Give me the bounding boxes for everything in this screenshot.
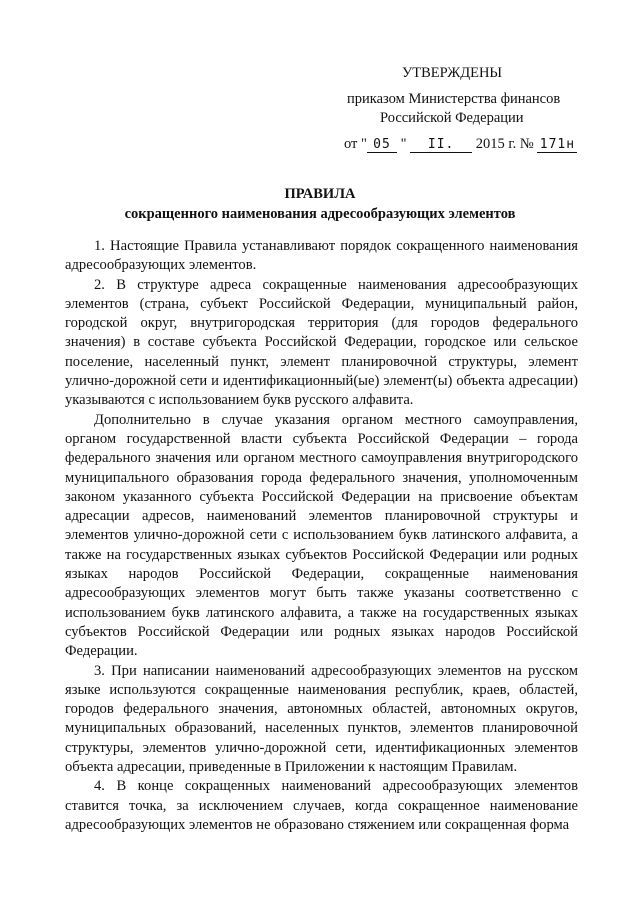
title-rules: ПРАВИЛА (284, 186, 356, 202)
order-date-number-line (344, 134, 577, 154)
from-label: от (344, 136, 358, 152)
paragraph: 2. В структуре адреса сокращенные наименования адресообразующих элементов (страна, субъект Российской Федерации, муниципальный район, городской округ, внутригородская территория (для городов федерального значения) в составе субъекта Российской Федерации, городское или сельское поселение, населенный пункт, элемент планировочной структуры, элемент улично-дорожной сети и идентификационный(ые) элемент(ы) объекта адресации) указываются с использованием букв русского алфавита. (65, 276, 578, 409)
order-day: 05 (367, 137, 397, 153)
order-of-ministry: приказом Министерства финансов (347, 91, 561, 107)
title-subject: сокращенного наименования адресообразующих элементов (124, 206, 516, 222)
order-year: 2015 г. № (475, 136, 534, 152)
order-number: 171н (537, 137, 577, 153)
order-month: II. (410, 137, 472, 153)
paragraph: 3. При написании наименований адресообразующих элементов на русском языке используются сокращенные наименования республик, краев, областей, городов федерального значения, автономных областей, автономных округов, муниципальных образований, населенных пунктов, элементов планировочной структуры, элементов улично-дорожной сети, идентификационных элементов объекта адресации, приведенные в Приложении к настоящим Правилам. (65, 662, 578, 776)
russian-federation: Российской Федерации (380, 110, 524, 126)
paragraph: 1. Настоящие Правила устанавливают порядок сокращенного наименования адресообразующих элементов. (65, 238, 578, 274)
document-body (65, 237, 578, 835)
paragraph: Дополнительно в случае указания органом местного самоуправления, органом государственной власти субъекта Российской Федерации – города федерального значения или органом местного самоуправления внутригородского муниципального образования города федерального значения, уполномоченным законом указанного субъекта Российской Федерации на присвоение объектам адресации адресов, наименований элементов планировочной структуры и элементов улично-дорожной сети с использованием букв латинского алфавита, а также на государственных языках субъектов Российской Федерации или родных языках народов Российской Федерации, сокращенные наименования адресообразующих элементов могут быть также указаны соответственно с использованием букв латинского алфавита, а также на государственных языках субъектов Российской Федерации или родных языках народов Российской Федерации. (65, 411, 578, 660)
quote-close: " (400, 136, 407, 152)
paragraph: 4. В конце сокращенных наименований адресообразующих элементов ставится точка, за исключением случаев, когда сокращенное наименование адресообразующих элементов не образовано стяжением или сокращенная форма (65, 778, 578, 833)
quote-open: " (361, 136, 367, 152)
approved-heading: УТВЕРЖДЕНЫ (402, 65, 503, 81)
document-title (0, 184, 640, 224)
